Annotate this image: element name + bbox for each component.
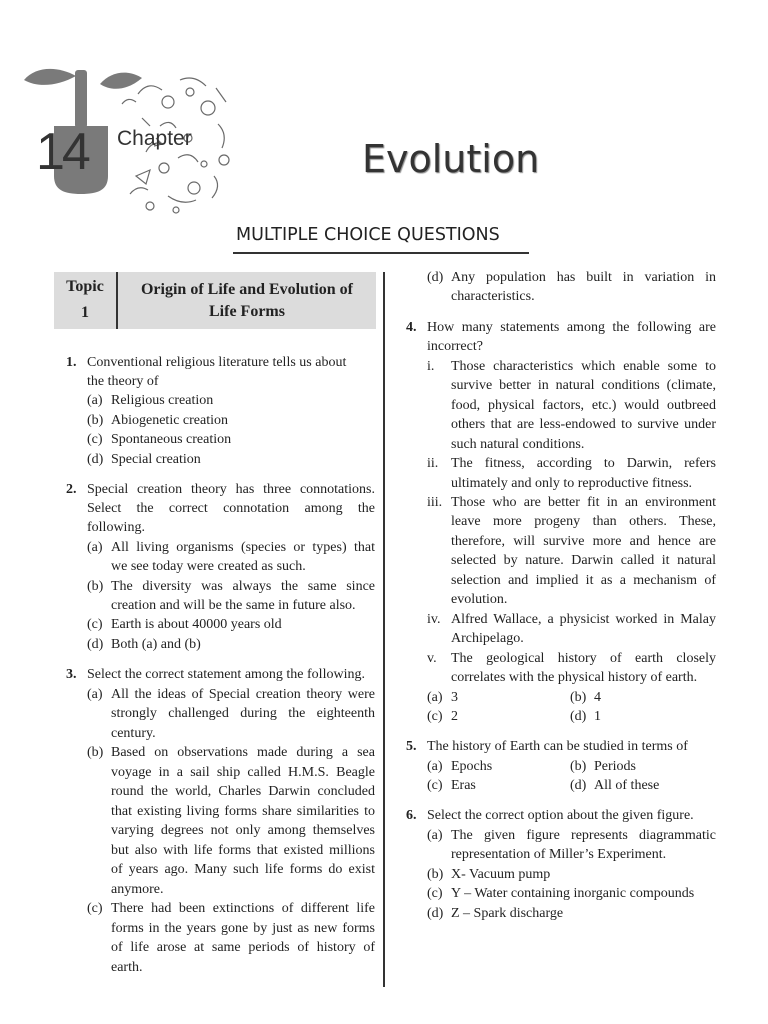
option-label: (a) — [427, 828, 443, 843]
chapter-number: 14 — [36, 123, 88, 181]
option-label: (b) — [87, 745, 104, 760]
statement-text: selected by nature. Darwin called it natural — [451, 553, 716, 568]
chapter-title: Evolution — [362, 137, 540, 181]
question-number: 6. — [406, 808, 417, 823]
option-text: voyage in a sail ship called H.M.S. Beagle — [111, 765, 375, 780]
question-text: Select the correct option about the given figure. — [427, 808, 694, 823]
statement-text: The fitness, according to Darwin, refers — [451, 456, 716, 471]
topic-number: 1 — [81, 304, 89, 321]
statement-text: Those who are better fit in an environment — [451, 495, 716, 510]
statement-text: selection and implied it as a mechanism of — [451, 573, 716, 588]
statement-text: The geological history of earth closely — [451, 651, 716, 666]
option-text: The given figure represents diagrammatic — [451, 828, 716, 843]
option-text: Eras — [451, 778, 476, 793]
option-label: (c) — [427, 778, 443, 793]
option-text: that existing living forms share similarities to — [111, 804, 375, 819]
option-text: The diversity was always the same since — [111, 579, 375, 594]
option-text: we see today were created as such. — [111, 559, 306, 574]
option-text: Y – Water containing inorganic compounds — [451, 886, 695, 901]
option-text: round the world, Charles Darwin concluded — [111, 784, 375, 799]
statement-text: food, physical factors, etc.) would outbreed — [451, 398, 716, 413]
section-heading: MULTIPLE CHOICE QUESTIONS — [236, 225, 500, 245]
question-number: 2. — [66, 482, 77, 497]
option-text: Special creation — [111, 452, 201, 467]
option-text: representation of Miller’s Experiment. — [451, 847, 667, 862]
option-text: Based on observations made during a sea — [111, 745, 375, 760]
option-label: (c) — [427, 709, 443, 724]
option-text: earth. — [111, 960, 143, 975]
option-label: (a) — [87, 687, 103, 702]
question-text: Special creation theory has three connotations. — [87, 482, 375, 497]
option-text: creation and will be the same in future also. — [111, 598, 356, 613]
statement-text: others that are less-endowed to survive under — [451, 417, 716, 432]
option-text: forms in the years gone by just as new forms — [111, 921, 375, 936]
heading-underline — [233, 252, 529, 254]
statement-label: ii. — [427, 456, 439, 471]
question-text: Select the correct statement among the following. — [87, 667, 365, 682]
chapter-label: Chapter — [117, 127, 192, 150]
statement-label: i. — [427, 359, 435, 374]
option-text: X- Vacuum pump — [451, 867, 551, 882]
option-text: 2 — [451, 709, 458, 724]
option-label: (d) — [87, 452, 104, 467]
statement-text: therefore, will survive more and hence are — [451, 534, 716, 549]
topic-title — [120, 279, 374, 323]
option-label: (d) — [570, 778, 587, 793]
option-label: (a) — [427, 759, 443, 774]
question-text: Select the correct connotation among the — [87, 501, 375, 516]
statement-label: iv. — [427, 612, 441, 627]
option-label: (d) — [427, 906, 444, 921]
option-text: century. — [111, 726, 156, 741]
option-text: anymore. — [111, 882, 164, 897]
question-number: 3. — [66, 667, 77, 682]
topic-word: Topic — [66, 278, 104, 295]
topic-separator — [116, 272, 118, 329]
statement-text: Alfred Wallace, a physicist worked in Malay — [451, 612, 716, 627]
option-text: Both (a) and (b) — [111, 637, 201, 652]
option-text: Earth is about 40000 years old — [111, 617, 282, 632]
option-label: (c) — [427, 886, 443, 901]
option-label: (b) — [87, 579, 104, 594]
option-text: Religious creation — [111, 393, 214, 408]
option-label: (a) — [427, 690, 443, 705]
topic-title-line: Life Forms — [209, 303, 285, 320]
option-text: varying degrees not only among themselves — [111, 823, 375, 838]
statement-text: Archipelago. — [451, 631, 524, 646]
option-text: Z – Spark discharge — [451, 906, 564, 921]
option-label: (c) — [87, 432, 103, 447]
statement-text: survive better in natural conditions (climate, — [451, 378, 716, 393]
option-text: strongly challenged during the eighteenth — [111, 706, 375, 721]
option-label: (d) — [87, 637, 104, 652]
option-label: (b) — [570, 690, 587, 705]
column-divider — [383, 272, 385, 987]
option-text: of life arose at same periods of history of — [111, 940, 375, 955]
topic-label — [54, 272, 116, 331]
option-text: but also with life forms that existed millions — [111, 843, 375, 858]
question-text: Conventional religious literature tells us about — [87, 355, 347, 370]
statement-text: leave more progeny than others. These, — [451, 514, 716, 529]
option-text: Periods — [594, 759, 636, 774]
question-text: How many statements among the following are — [427, 320, 716, 335]
statement-label: v. — [427, 651, 437, 666]
question-number: 1. — [66, 355, 77, 370]
question-text: the theory of — [87, 374, 159, 389]
statement-text: correlates with the physical history of earth. — [451, 670, 698, 685]
question-text: The history of Earth can be studied in terms of — [427, 739, 688, 754]
option-label: (a) — [87, 540, 103, 555]
statement-text: ultimately and only to reproductive fitness. — [451, 476, 693, 491]
option-text: of years ago. Many such life forms do exist — [111, 862, 375, 877]
option-text: characteristics. — [451, 289, 535, 304]
option-label: (b) — [427, 867, 444, 882]
option-label: (b) — [570, 759, 587, 774]
option-label: (b) — [87, 413, 104, 428]
option-label: (c) — [87, 901, 103, 916]
option-text: Epochs — [451, 759, 493, 774]
statement-text: Those characteristics which enable some to — [451, 359, 716, 374]
option-text: Abiogenetic creation — [111, 413, 229, 428]
question-text: following. — [87, 520, 145, 535]
option-text: 1 — [594, 709, 601, 724]
statement-label: iii. — [427, 495, 443, 510]
topic-title-line: Origin of Life and Evolution of — [140, 281, 354, 298]
question-number: 5. — [406, 739, 417, 754]
question-text: incorrect? — [427, 339, 483, 354]
question-number: 4. — [406, 320, 417, 335]
option-text: All the ideas of Special creation theory were — [111, 687, 375, 702]
option-text: 4 — [594, 690, 601, 705]
option-text: Any population has built in variation in — [451, 270, 716, 285]
option-text: 3 — [451, 690, 458, 705]
option-text: All living organisms (species or types) that — [111, 540, 375, 555]
option-label: (d) — [427, 270, 444, 285]
statement-text: evolution. — [451, 592, 508, 607]
option-label: (a) — [87, 393, 103, 408]
option-label: (d) — [570, 709, 587, 724]
option-text: All of these — [594, 778, 660, 793]
option-text: Spontaneous creation — [111, 432, 232, 447]
statement-text: such natural conditions. — [451, 437, 585, 452]
option-label: (c) — [87, 617, 103, 632]
option-text: There had been extinctions of different life — [111, 901, 375, 916]
